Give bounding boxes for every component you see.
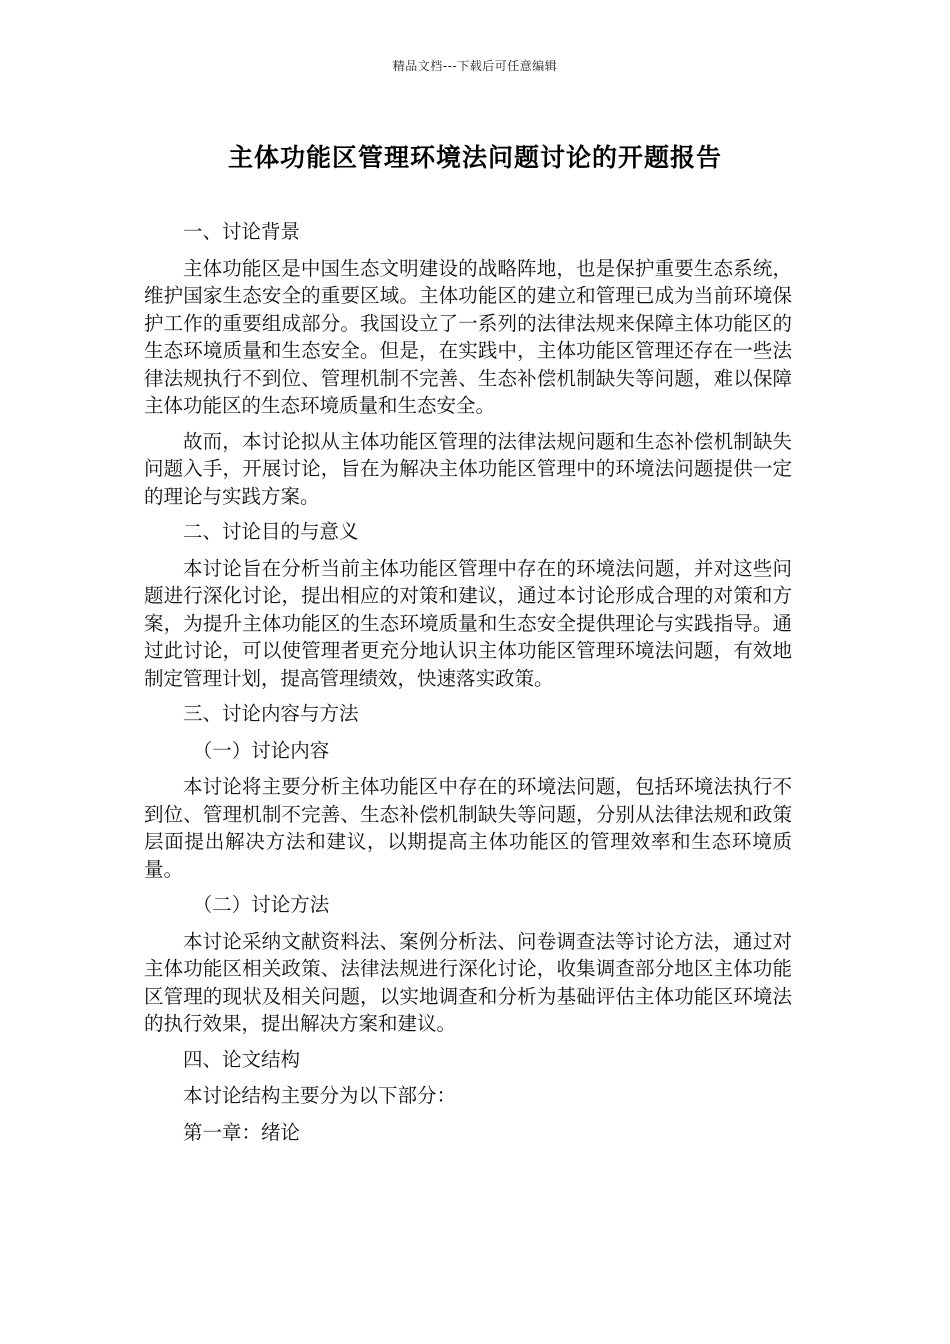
paragraph-content: 本讨论将主要分析主体功能区中存在的环境法问题，包括环境法执行不到位、管理机制不完善、生态补偿机制缺失等问题，分别从法律法规和政策层面提出解决方法和建议，以期提高主体功能区的管理效率和生态环境质量。 bbox=[144, 775, 792, 881]
section-heading-purpose: 二、讨论目的与意义 bbox=[183, 520, 359, 543]
section-heading-structure: 四、论文结构 bbox=[183, 1047, 301, 1071]
paragraph-background-1: 主体功能区是中国生态文明建设的战略阵地，也是保护重要生态系统，维护国家生态安全的重要区域。主体功能区的建立和管理已成为当前环境保护工作的重要组成部分。我国设立了一系列的法律法规来保障主体功能区的生态环境质量和生态安全。但是，在实践中，主体功能区管理还存在一些法律法规执行不到位、管理机制不完善、生态补偿机制缺失等问题，难以保障主体功能区的生态环境质量和生态安全。 bbox=[144, 256, 792, 417]
document-body bbox=[144, 212, 792, 1155]
paragraph-method: 本讨论采纳文献资料法、案例分析法、问卷调查法等讨论方法，通过对主体功能区相关政策、法律法规进行深化讨论，收集调查部分地区主体功能区管理的现状及相关问题，以实地调查和分析为基础评估主体功能区环境法的执行效果，提出解决方案和建议。 bbox=[144, 929, 792, 1035]
chapter-1-line: 第一章：绪论 bbox=[183, 1120, 301, 1144]
subheading-method: （二）讨论方法 bbox=[192, 893, 330, 916]
paragraph-structure-intro: 本讨论结构主要分为以下部分： bbox=[183, 1084, 457, 1107]
subheading-content: （一）讨论内容 bbox=[192, 738, 330, 762]
paragraph-background-2: 故而，本讨论拟从主体功能区管理的法律法规问题和生态补偿机制缺失问题入手，开展讨论，旨在为解决主体功能区管理中的环境法问题提供一定的理论与实践方案。 bbox=[144, 429, 792, 508]
header-note: 精品文档---下载后可任意编辑 bbox=[392, 59, 558, 73]
paragraph-purpose: 本讨论旨在分析当前主体功能区管理中存在的环境法问题，并对这些问题进行深化讨论，提出相应的对策和建议，通过本讨论形成合理的对策和方案，为提升主体功能区的生态环境质量和生态安全提供理论与实践指导。通过此讨论，可以使管理者更充分地认识主体功能区管理环境法问题，有效地制定管理计划，提高管理绩效，快速落实政策。 bbox=[144, 556, 792, 690]
section-heading-background: 一、讨论背景 bbox=[183, 220, 301, 243]
section-heading-content-method: 三、讨论内容与方法 bbox=[183, 702, 359, 725]
document-title: 主体功能区管理环境法问题讨论的开题报告 bbox=[227, 143, 722, 172]
